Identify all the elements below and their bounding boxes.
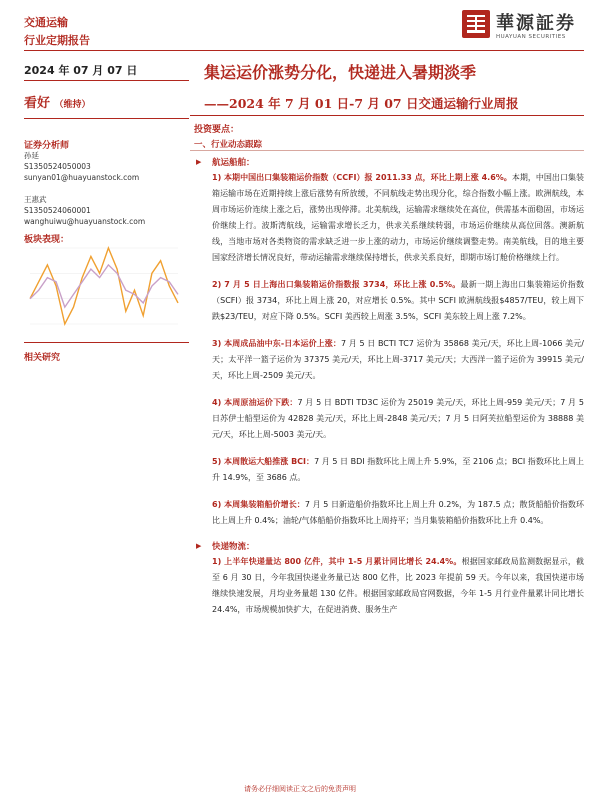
analyst-card	[24, 194, 145, 227]
item-lead: 1) 上半年快递量达 800 亿件，其中 1-5 月累计同比增长 24.4%。	[212, 557, 462, 566]
header-left	[24, 14, 90, 50]
item-text: 根据国家邮政局监测数据显示，截至 6 月 30 日，今年我国快递业务量已达 800 亿件，比 2023 年提前 59 天。今年以来，我国快递市场继续快速发展，月均业务量超 130 亿件。根据国家邮政局官网数据，今年 1-5 月行业件量累计同比增长 24.4%，市场规模加快扩大，在促进消费、服务生产	[212, 557, 585, 614]
analyst-email[interactable]: wanghuiwu@huayuanstock.com	[24, 217, 146, 226]
analyst-name: 王惠武	[24, 195, 47, 204]
section-heading: 一、行业动态跟踪	[194, 140, 263, 150]
express-label: 快递物流：	[212, 542, 255, 552]
list-item	[194, 540, 584, 618]
analyst-card	[24, 150, 139, 183]
analyst-name: 孙延	[24, 151, 39, 160]
analyst-email[interactable]: sunyan01@huayuanstock.com	[24, 173, 140, 182]
main-body	[194, 156, 584, 618]
header-divider	[24, 50, 584, 51]
rating-note: （维持）	[54, 100, 91, 110]
logo-mark-icon	[462, 10, 490, 38]
logo-en: HUAYUAN SECURITIES	[496, 34, 566, 40]
item-lead: 2) 7 月 5 日上海出口集装箱运价指数报 3734，环比上涨 0.5%。	[212, 280, 461, 289]
sidebar-divider	[24, 342, 189, 343]
analyst-license: S1350524060001	[24, 206, 91, 215]
chart-series-line	[30, 265, 178, 307]
item-lead: 5) 本周散运大船推涨 BCI：	[212, 457, 315, 466]
list-item	[194, 156, 584, 529]
chart-svg	[24, 242, 184, 330]
category: 交通运输	[24, 16, 68, 29]
sidebar-divider	[24, 80, 189, 81]
related-research-label: 相关研究	[24, 353, 61, 363]
sidebar-divider	[24, 118, 189, 119]
title-divider	[190, 115, 584, 116]
report-date: 2024 年 07 月 07 日	[24, 64, 138, 77]
rating	[24, 92, 91, 111]
item-lead: 4) 本周原油运价下跌：	[212, 398, 298, 407]
item-lead: 6) 本周集装箱船价增长：	[212, 500, 305, 509]
company-logo	[462, 10, 584, 44]
chart-label: 板块表现：	[24, 235, 70, 245]
analysts-label: 证券分析师	[24, 141, 70, 151]
report-title: 集运运价涨势分化，快递进入暑期淡季	[204, 63, 477, 82]
disclaimer-footer: 请务必仔细阅读正文之后的免责声明	[244, 785, 356, 793]
item-text: 7 月 5 日 BCTI TC7 运价为 35868 美元/天，环比上周-1066 美元/天；太平洋一篮子运价为 37375 美元/天，环比上周-3717 美元/天；大西洋一篮子运价为 39915 美元/天，环比上周-2509 美元/天。	[212, 339, 584, 380]
item-lead: 1) 本期中国出口集装箱运价指数（CCFI）报 2011.33 点，环比上期上涨 4.6%。	[212, 173, 512, 182]
rating-value: 看好	[24, 96, 51, 111]
chart-series-line	[30, 248, 178, 324]
logo-name: 華源証券	[496, 13, 576, 34]
report-subtitle: ——2024 年 7 月 01 日-7 月 07 日交通运输行业周报	[204, 96, 519, 111]
bullet-icon: ▶	[196, 158, 202, 166]
report-type: 行业定期报告	[24, 34, 90, 47]
analyst-license: S1350524050003	[24, 162, 91, 171]
item-lead: 3) 本周成品油中东-日本运价上涨：	[212, 339, 341, 348]
item-text: 本期，中国出口集装箱运输市场在近期持续上涨后涨势有所放缓，不同航线走势出现分化，综合指数小幅上涨。欧洲航线，本周市场运价连续上涨之后，涨势出现停滞。北美航线，运输需求继续处在高位，供需基本面稳固，市场运价继续上行。波斯湾航线，运输需求增长乏力，供求关系继续转弱，市场运价继续从高位回落。澳新航线，当地市场对各类物资的需求缺乏进一步上涨的动力，市场运价继续调整走势。南美航线，目的地主要国家经济增长情况良好，带动运输需求继续保持增长，供求关系良好，即期市场订舱价格继续上行。	[212, 173, 584, 262]
item-text: 7 月 5 日 BDI 指数环比上周上升 5.9%，至 2106 点；BCI 指数环比上周上升 14.9%，至 3686 点。	[212, 457, 584, 482]
key-points-label: 投资要点：	[194, 125, 240, 135]
item-text: 7 月 5 日新造船价指数环比上周上升 0.2%，为 187.5 点；散货船船价指数环比上周上升 0.4%；油轮/气体船船价指数环比上周持平；当月集装箱船价指数环比上升 0.4%。	[212, 500, 584, 525]
item-text: 最新一期上海出口集装箱运价指数（SCFI）报 3734，环比上周上涨 20，对应增长 0.5%。其中 SCFI 欧洲航线报$4857/TEU，较上周下跌$23/TEU，对应下降 0.5%。SCFI 美西较上周涨 3.5%，SCFI 美东较上周上涨 7.2%。	[212, 280, 584, 321]
shipping-label: 航运船舶：	[212, 158, 255, 168]
bullet-icon: ▶	[196, 542, 202, 550]
sector-performance-chart	[24, 242, 184, 330]
item-text: 7 月 5 日 BDTI TD3C 运价为 25019 美元/天，环比上周-959 美元/天；7 月 5 日苏伊士船型运价为 42828 美元/天，环比上周-2848 美元/天；7 月 5 日阿芙拉船型运价为 38888 美元/天，环比上周-5003 美元/天。	[212, 398, 584, 439]
section-divider	[190, 150, 584, 151]
